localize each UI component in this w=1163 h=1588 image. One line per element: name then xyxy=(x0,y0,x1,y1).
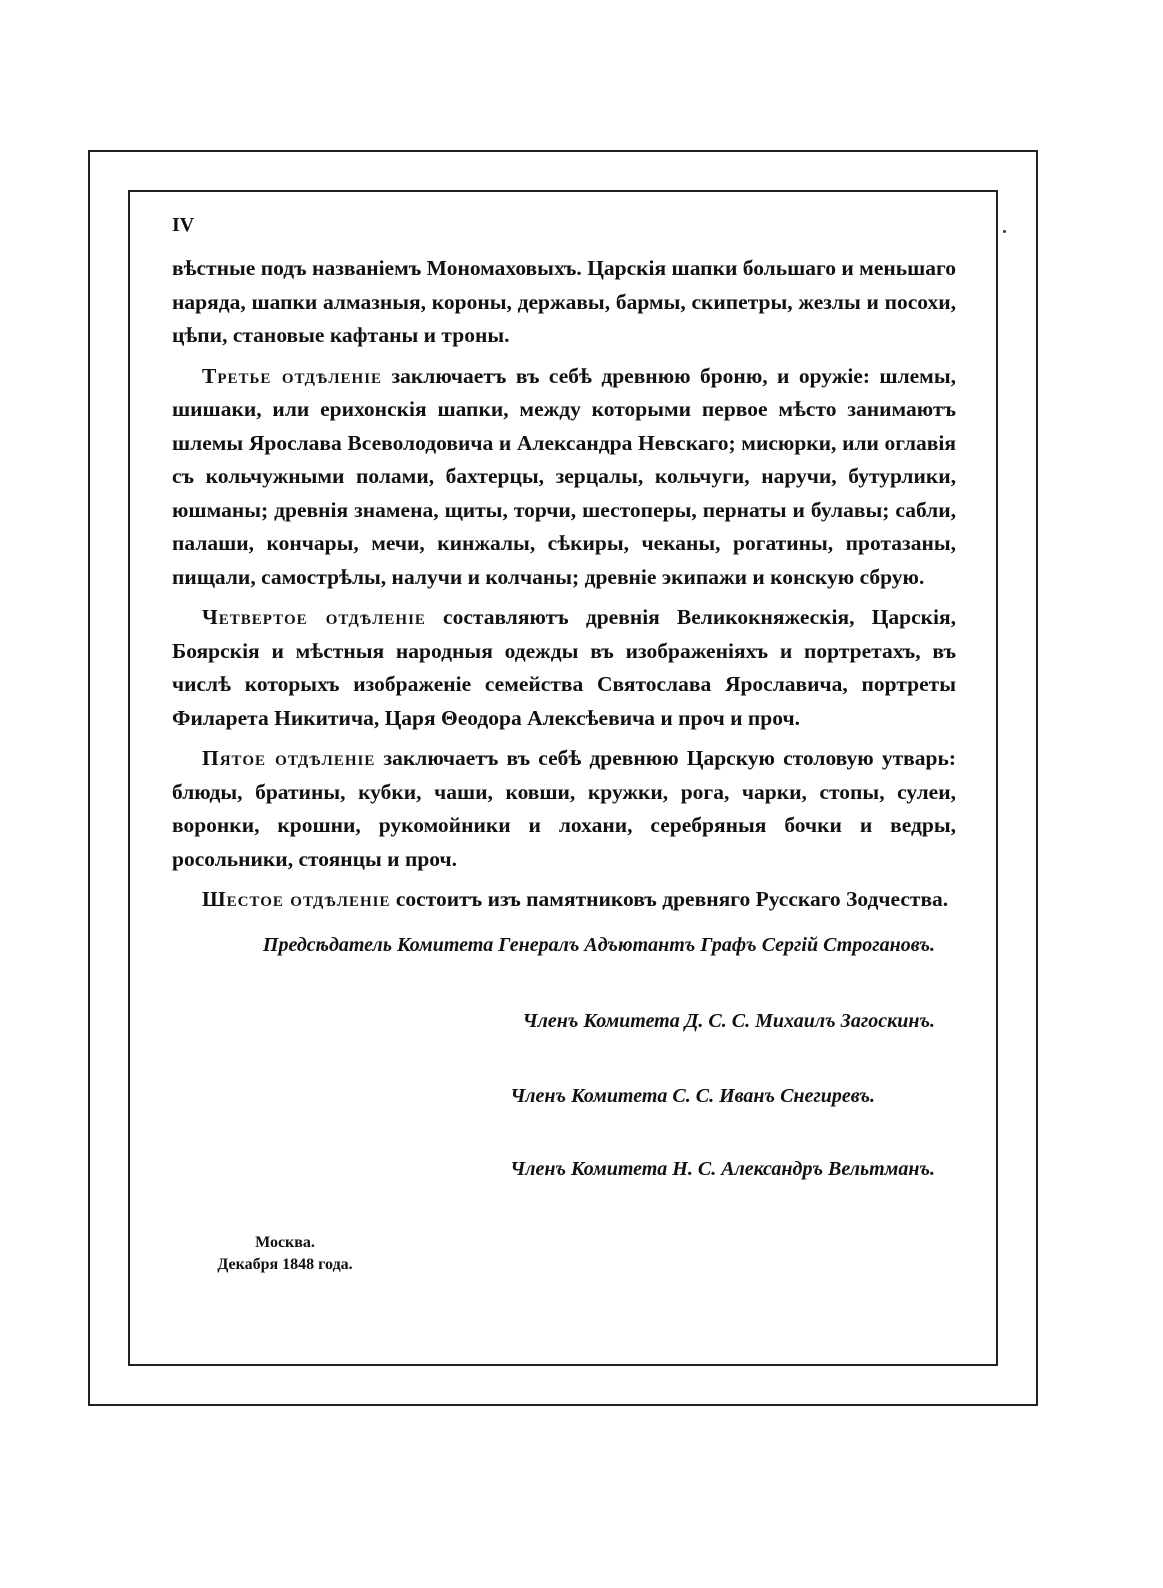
paragraph-2-lead: Третье отдѣленіе xyxy=(202,363,383,388)
place: Москва. xyxy=(255,1234,315,1251)
page-number: IV xyxy=(172,214,195,236)
body-text xyxy=(172,252,956,924)
signature-zagoskin: Членъ Комитета Д. С. С. Михаилъ Загоскинъ. xyxy=(522,1010,935,1032)
signature-veltman: Членъ Комитета Н. С. Александръ Вельтманъ. xyxy=(510,1158,935,1180)
paragraph-5-lead: Шестое отдѣленіе xyxy=(202,887,391,911)
scan-speck xyxy=(1003,230,1006,233)
paragraph-3-text: составляютъ древнія Великокняжескія, Царскія, Боярскія и мѣстныя народныя одежды въ изображеніяхъ и портретахъ, въ числѣ которыхъ изображеніе семейства Святослава Ярославича, портреты Филарета Никитича, Царя Θеодора Алексѣевича и проч и проч. xyxy=(172,605,956,730)
paragraph-1-text: вѣстные подъ названіемъ Мономаховыхъ. Царскія шапки большаго и меньшаго наряда, шапки алмазныя, короны, державы, бармы, скипетры, жезлы и посохи, цѣпи, становые кафтаны и троны. xyxy=(172,256,956,347)
date: Декабря 1848 года. xyxy=(217,1256,353,1273)
paragraph-5-text: состоитъ изъ памятниковъ древняго Русскаго Зодчества. xyxy=(390,887,949,911)
paragraph-3 xyxy=(172,601,956,735)
paragraph-4 xyxy=(172,742,956,876)
signature-chairman: Предсѣдатель Комитета Генералъ Адъютантъ Графъ Сергій Строгановъ. xyxy=(262,934,935,956)
paragraph-4-text: заключаетъ въ себѣ древнюю Царскую столовую утварь: блюды, братины, кубки, чаши, ковши, кружки, рога, чарки, стопы, сулеи, воронки, крошни, рукомойники и лохани, серебряныя бочки и ведры, росольники, стоянцы и проч. xyxy=(172,746,957,871)
signature-snegirev: Членъ Комитета С. С. Иванъ Снегиревъ. xyxy=(510,1085,875,1107)
place-date-block xyxy=(170,1232,400,1276)
paragraph-1 xyxy=(172,252,956,353)
paragraph-4-lead: Пятое отдѣленіе xyxy=(202,746,376,770)
paragraph-2-text: заключаетъ въ себѣ древнюю броню, и оружіе: шлемы, шишаки, или ерихонскія шапки, между которыми первое мѣсто занимаютъ шлемы Ярослава Всеволодовича и Александра Невскаго; мисюрки, или оглавія съ кольчужными полами, бахтерцы, зерцалы, кольчуги, наручи, бутурлики, юшманы; древнія знамена, щиты, торчи, шестоперы, пернаты и булавы; сабли, палаши, кончары, мечи, кинжалы, сѣкиры, чеканы, рогатины, протазаны, пищали, самострѣлы, налучи и колчаны; древніе экипажи и конскую сбрую. xyxy=(172,363,956,589)
paragraph-5 xyxy=(172,883,956,917)
paragraph-2 xyxy=(172,360,956,595)
paragraph-3-lead: Четвертое отдѣленіе xyxy=(202,605,426,629)
